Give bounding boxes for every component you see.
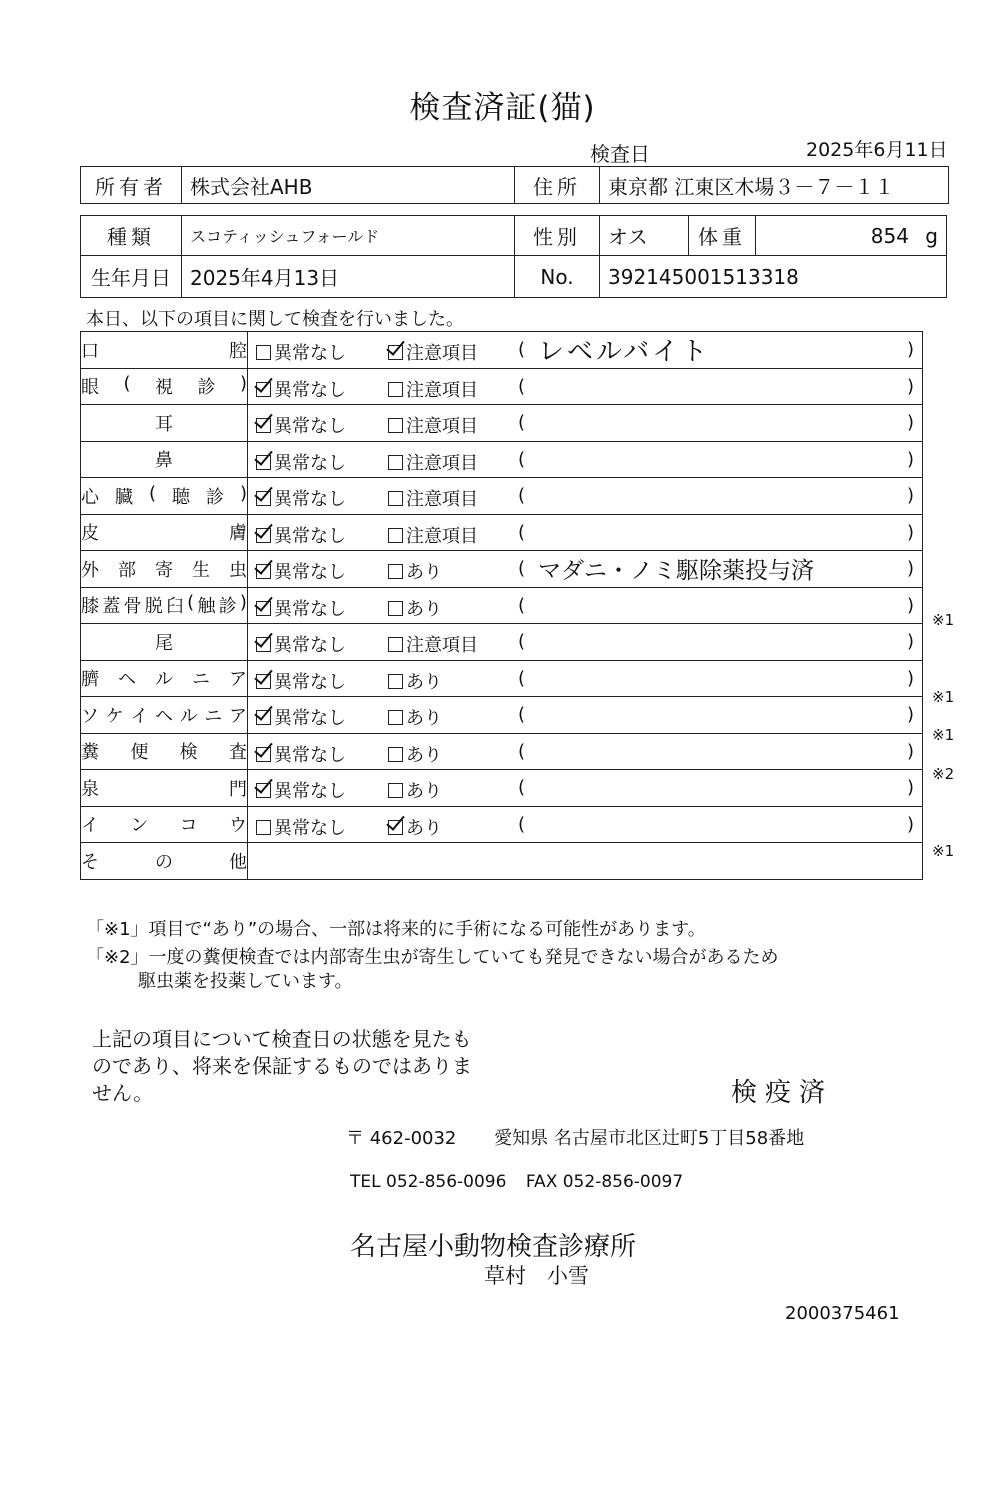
- table-row: [81, 660, 923, 697]
- exam-item-name: 尾: [81, 624, 248, 661]
- option-attention[interactable]: あり: [388, 777, 442, 803]
- option-normal[interactable]: 異常なし: [256, 741, 346, 767]
- option-attention[interactable]: あり: [388, 741, 442, 767]
- option-normal[interactable]: 異常なし: [256, 449, 346, 475]
- table-row: [81, 770, 923, 807]
- option-attention[interactable]: あり: [388, 814, 442, 840]
- animal-table: [80, 215, 947, 298]
- breed-label: 種類: [81, 216, 182, 256]
- document-code: 2000375461: [785, 1303, 900, 1324]
- checkbox-icon[interactable]: [388, 747, 403, 762]
- option-attention[interactable]: 注意項目: [388, 412, 478, 438]
- fax-number: FAX 052-856-0097: [525, 1172, 684, 1192]
- footnote-marker: ※1: [932, 687, 955, 706]
- checkbox-icon[interactable]: [388, 418, 403, 433]
- document-title: 検査済証(猫): [409, 90, 596, 126]
- option-normal[interactable]: 異常なし: [256, 668, 346, 694]
- owner-value: 株式会社AHB: [182, 167, 515, 204]
- checkbox-icon[interactable]: [256, 528, 271, 543]
- birth-label: 生年月日: [81, 256, 182, 298]
- table-row: [81, 624, 923, 661]
- checkbox-icon[interactable]: [256, 564, 271, 579]
- checkbox-icon[interactable]: [256, 783, 271, 798]
- other-label: そ の 他: [81, 843, 248, 880]
- option-normal[interactable]: 異常なし: [256, 704, 346, 730]
- checkbox-icon[interactable]: [388, 564, 403, 579]
- note-2-line-2: 駆虫薬を投薬しています。: [138, 971, 353, 992]
- exam-table: [80, 331, 923, 880]
- other-value: [248, 843, 923, 880]
- option-normal[interactable]: 異常なし: [256, 376, 346, 402]
- paren-open: (: [518, 667, 526, 689]
- table-row: [81, 405, 923, 442]
- intro-text: 本日、以下の項目に関して検査を行いました。: [86, 309, 464, 330]
- address-label: 住所: [515, 167, 600, 204]
- checkbox-icon[interactable]: [388, 528, 403, 543]
- paren-open: (: [518, 339, 526, 360]
- option-attention[interactable]: 注意項目: [388, 449, 478, 475]
- option-attention[interactable]: 注意項目: [388, 339, 478, 365]
- checkbox-icon[interactable]: [256, 601, 271, 616]
- table-row: [81, 441, 923, 478]
- breed-value: スコティッシュフォールド: [182, 216, 515, 256]
- checkbox-icon[interactable]: [388, 491, 403, 506]
- exam-item-name: 心 臓 ( 聴 診 ): [81, 478, 248, 515]
- exam-date-label: 検査日: [590, 142, 650, 166]
- closing-statement: 上記の項目について検査日の状態を見たものであり、将来を保証するものではありません。: [92, 1027, 472, 1105]
- paren-close: ): [906, 521, 914, 543]
- paren-open: (: [518, 412, 526, 433]
- footnote-marker: ※1: [932, 841, 955, 860]
- option-normal[interactable]: 異常なし: [256, 485, 346, 511]
- checkbox-icon[interactable]: [388, 674, 403, 689]
- clinic-address: 愛知県 名古屋市北区辻町5丁目58番地: [494, 1128, 805, 1149]
- exam-item-name: 糞 便 検 査: [81, 733, 248, 770]
- footnote-marker: ※1: [932, 726, 955, 744]
- option-attention[interactable]: 注意項目: [388, 631, 478, 657]
- paren-open: (: [518, 704, 526, 725]
- table-row: [81, 697, 923, 734]
- table-row: [81, 514, 923, 551]
- option-normal[interactable]: 異常なし: [256, 631, 346, 657]
- checkbox-icon[interactable]: [256, 418, 271, 433]
- sex-label: 性別: [515, 216, 600, 256]
- number-label: No.: [515, 256, 600, 298]
- checkbox-icon[interactable]: [256, 710, 271, 725]
- checkbox-icon[interactable]: [388, 637, 403, 652]
- paren-open: (: [518, 594, 526, 616]
- exam-item-name: 皮 膚: [81, 514, 248, 551]
- checkbox-icon[interactable]: [256, 820, 271, 835]
- postal-code: 〒 462-0032: [346, 1128, 457, 1149]
- paren-open: (: [518, 813, 526, 835]
- option-normal[interactable]: 異常なし: [256, 412, 346, 438]
- table-row: [81, 478, 923, 515]
- paren-close: ): [906, 704, 914, 725]
- exam-item-name: 膝 蓋 骨 脱 臼 ( 触 診 ): [81, 587, 248, 624]
- note-2-line-1: 「※2」一度の糞便検査では内部寄生虫が寄生していても発見できない場合があるため: [86, 947, 779, 968]
- paren-close: ): [906, 631, 914, 652]
- paren-open: (: [518, 521, 526, 543]
- paren-close: ): [906, 339, 914, 360]
- note-1: 「※1」項目で“あり”の場合、一部は将来的に手術になる可能性があります。: [86, 919, 706, 940]
- option-attention[interactable]: あり: [388, 704, 442, 730]
- checkbox-icon[interactable]: [256, 747, 271, 762]
- tel-number: TEL 052-856-0096: [350, 1172, 507, 1192]
- option-attention[interactable]: あり: [388, 558, 442, 584]
- paren-close: ): [906, 448, 914, 470]
- checkbox-icon[interactable]: [256, 382, 271, 397]
- paren-open: (: [518, 485, 526, 506]
- paren-close: ): [906, 777, 914, 798]
- table-row: [81, 587, 923, 624]
- checkbox-icon[interactable]: [388, 783, 403, 798]
- paren-open: (: [518, 740, 526, 762]
- table-row: [81, 332, 923, 369]
- table-row: [81, 551, 923, 588]
- exam-item-name: 眼 ( 視 診 ): [81, 368, 248, 405]
- clinic-address-line: [346, 1124, 804, 1150]
- option-attention[interactable]: 注意項目: [388, 485, 478, 511]
- exam-comment: マダニ・ノミ駆除薬投与済: [538, 558, 814, 584]
- birth-value: 2025年4月13日: [182, 256, 515, 298]
- owner-table: [80, 166, 949, 204]
- checkbox-icon[interactable]: [388, 601, 403, 616]
- paren-open: (: [518, 375, 526, 397]
- vet-name: 草村 小雪: [484, 1264, 589, 1288]
- option-attention[interactable]: 注意項目: [388, 376, 478, 402]
- option-normal[interactable]: 異常なし: [256, 339, 346, 365]
- checkbox-icon[interactable]: [388, 820, 403, 835]
- paren-close: ): [906, 594, 914, 616]
- checkbox-icon[interactable]: [388, 345, 403, 360]
- number-value: 392145001513318: [600, 256, 947, 298]
- paren-close: ): [906, 375, 914, 397]
- option-attention[interactable]: 注意項目: [388, 522, 478, 548]
- checkbox-icon[interactable]: [388, 382, 403, 397]
- address-value: 東京都 江東区木場３－７－１１: [600, 167, 949, 204]
- clinic-name: 名古屋小動物検査診療所: [350, 1232, 637, 1262]
- option-attention[interactable]: あり: [388, 595, 442, 621]
- table-row: [81, 368, 923, 405]
- checkbox-icon[interactable]: [256, 637, 271, 652]
- checkbox-icon[interactable]: [388, 710, 403, 725]
- paren-close: ): [906, 740, 914, 762]
- exam-comment: レベルバイト: [538, 337, 711, 367]
- owner-label: 所有者: [81, 167, 182, 204]
- sex-value: オス: [600, 216, 689, 256]
- table-row-other: [81, 843, 923, 880]
- checkbox-icon[interactable]: [256, 455, 271, 470]
- paren-open: (: [518, 777, 526, 798]
- option-attention[interactable]: あり: [388, 668, 442, 694]
- footnote-marker: ※1: [932, 610, 955, 629]
- exam-item-name: 口 腔: [81, 332, 248, 369]
- quarantine-stamp: 検疫済: [731, 1078, 834, 1108]
- footnote-marker: ※2: [932, 764, 955, 783]
- contact-line: [350, 1172, 683, 1192]
- option-normal[interactable]: 異常なし: [256, 777, 346, 803]
- table-row: [81, 806, 923, 843]
- paren-close: ): [906, 667, 914, 689]
- option-normal[interactable]: 異常なし: [256, 522, 346, 548]
- checkbox-icon[interactable]: [256, 491, 271, 506]
- option-normal[interactable]: 異常なし: [256, 814, 346, 840]
- table-row: [81, 733, 923, 770]
- exam-item-name: 鼻: [81, 441, 248, 478]
- checkbox-icon[interactable]: [388, 455, 403, 470]
- checkbox-icon[interactable]: [256, 674, 271, 689]
- checkbox-icon[interactable]: [256, 345, 271, 360]
- paren-open: (: [518, 558, 526, 579]
- paren-close: ): [906, 813, 914, 835]
- exam-item-name: 泉 門: [81, 770, 248, 807]
- weight-unit: g: [925, 223, 938, 248]
- weight-value: 854: [870, 223, 909, 248]
- exam-item-name: 耳: [81, 405, 248, 442]
- exam-item-name: イ ン コ ウ: [81, 806, 248, 843]
- option-normal[interactable]: 異常なし: [256, 558, 346, 584]
- paren-open: (: [518, 448, 526, 470]
- option-normal[interactable]: 異常なし: [256, 595, 346, 621]
- exam-item-name: ソ ケ イ ヘ ル ニ ア: [81, 697, 248, 734]
- exam-date: 2025年6月11日: [806, 139, 948, 161]
- weight-label: 体重: [689, 216, 756, 256]
- paren-close: ): [906, 558, 914, 579]
- paren-close: ): [906, 412, 914, 433]
- exam-item-name: 外 部 寄 生 虫: [81, 551, 248, 588]
- paren-open: (: [518, 631, 526, 652]
- paren-close: ): [906, 485, 914, 506]
- exam-item-name: 臍 ヘ ル ニ ア: [81, 660, 248, 697]
